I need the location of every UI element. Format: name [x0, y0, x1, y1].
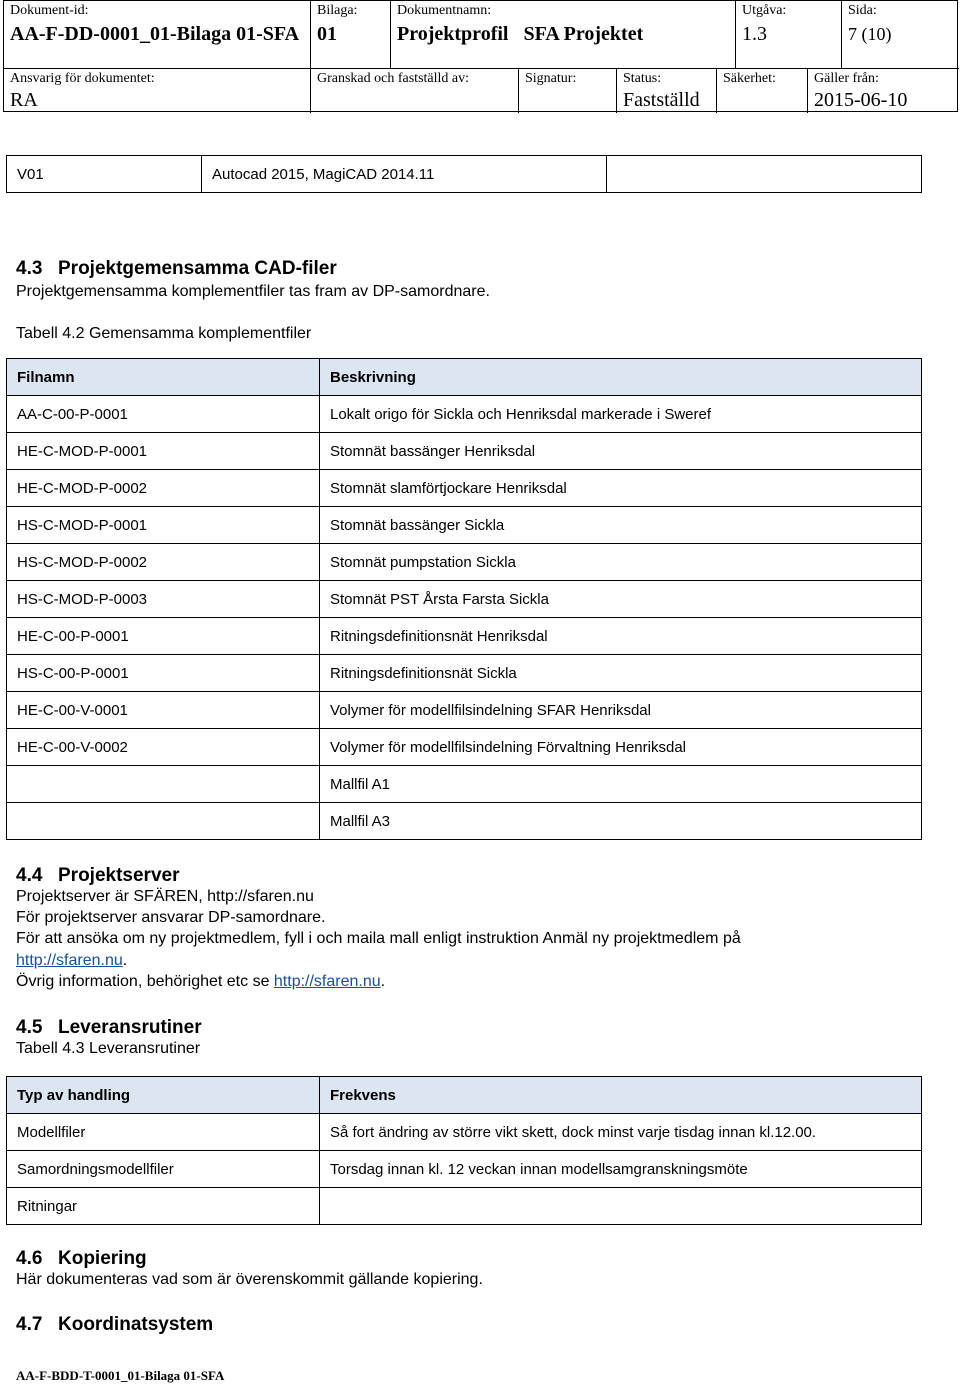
status-label: Status:: [623, 71, 662, 86]
ansvarig-cell: [4, 69, 311, 113]
cell-col-2: Mallfil A3: [320, 803, 922, 840]
cell-col-2: Stomnät PST Årsta Farsta Sickla: [320, 581, 922, 618]
cell-col-2: Ritningsdefinitionsnät Henriksdal: [320, 618, 922, 655]
table-row: [7, 470, 922, 507]
sida-cell: [842, 1, 959, 69]
galler-value: 2015-06-10: [814, 89, 908, 111]
cell-col-1: HS-C-MOD-P-0001: [7, 507, 320, 544]
period-text: .: [380, 973, 386, 990]
table-row: [7, 1114, 922, 1151]
galler-cell: [808, 69, 959, 113]
table-row: [7, 433, 922, 470]
section-4-6-heading: [16, 1248, 147, 1270]
table-row: [7, 507, 922, 544]
section-4-5-heading: [16, 1017, 202, 1039]
sfaren-link[interactable]: http://sfaren.nu: [16, 952, 123, 969]
docname-value: Projektprofil SFA Projektet: [397, 23, 644, 45]
doc-id-label: Dokument-id:: [10, 3, 89, 18]
doc-id-value: AA-F-DD-0001_01-Bilaga 01-SFA: [10, 23, 300, 45]
ansvarig-value: RA: [10, 89, 38, 111]
cell-col-2: [320, 1188, 922, 1225]
bilaga-cell: [311, 1, 391, 69]
cell-col-2: Torsdag innan kl. 12 veckan innan modellsamgranskningsmöte: [320, 1151, 922, 1188]
cell-col-2: Stomnät pumpstation Sickla: [320, 544, 922, 581]
sida-label: Sida:: [848, 3, 877, 18]
sakerhet-label: Säkerhet:: [723, 71, 776, 86]
cell-col-2: Så fort ändring av större vikt skett, dock minst varje tisdag innan kl.12.00.: [320, 1114, 922, 1151]
info-text: Övrig information, behörighet etc se: [16, 973, 274, 990]
signatur-label: Signatur:: [525, 71, 577, 86]
table-header-row: [7, 1077, 922, 1114]
section-4-6-text: Här dokumenteras vad som är överenskommit gällande kopiering.: [16, 1271, 483, 1288]
table-row: [7, 803, 922, 840]
sfaren-link-2[interactable]: http://sfaren.nu: [273, 973, 381, 990]
table-row: [7, 1188, 922, 1225]
granskad-label: Granskad och fastställd av:: [317, 71, 470, 86]
galler-label: Gäller från:: [814, 71, 879, 86]
bilaga-label: Bilaga:: [317, 3, 358, 18]
table-header-row: [7, 359, 922, 396]
section-number: 4.3: [16, 258, 43, 279]
cell-col-2: Mallfil A1: [320, 766, 922, 803]
header-cell: Typ av handling: [7, 1077, 320, 1114]
server-line-4: [16, 952, 127, 970]
section-number: 4.6: [16, 1248, 43, 1269]
cell-col-2: Stomnät bassänger Sickla: [320, 507, 922, 544]
cell-col-2: Lokalt origo för Sickla och Henriksdal markerade i Sweref: [320, 396, 922, 433]
software-cell: Autocad 2015, MagiCAD 2014.11: [202, 156, 607, 193]
server-line-5: [16, 973, 385, 991]
table-row: [7, 544, 922, 581]
utgava-label: Utgåva:: [742, 3, 787, 18]
header-cell: Frekvens: [320, 1077, 922, 1114]
section-4-3-text: Projektgemensamma komplementfiler tas fram av DP-samordnare.: [16, 283, 490, 300]
table-row: [7, 692, 922, 729]
section-title: Leveransrutiner: [58, 1017, 202, 1038]
section-title: Projektgemensamma CAD-filer: [58, 258, 337, 279]
header-cell: Beskrivning: [320, 359, 922, 396]
table-row: [7, 655, 922, 692]
table-4-2-caption: Tabell 4.2 Gemensamma komplementfiler: [16, 325, 312, 342]
cell-col-1: HS-C-00-P-0001: [7, 655, 320, 692]
server-line-2: För projektserver ansvarar DP-samordnare.: [16, 909, 326, 926]
section-title: Koordinatsystem: [58, 1314, 214, 1335]
cell-col-1: HE-C-MOD-P-0002: [7, 470, 320, 507]
table-4-3: [6, 1076, 922, 1225]
cell-col-2: Ritningsdefinitionsnät Sickla: [320, 655, 922, 692]
section-4-4-heading: [16, 865, 179, 887]
cell-col-1: HS-C-MOD-P-0002: [7, 544, 320, 581]
table-4-2: [6, 358, 922, 840]
cell-col-2: Stomnät bassänger Henriksdal: [320, 433, 922, 470]
status-value: Fastställd: [623, 89, 700, 111]
utgava-value: 1.3: [742, 23, 767, 45]
status-cell: [617, 69, 717, 113]
cell-col-1: HE-C-00-P-0001: [7, 618, 320, 655]
section-number: 4.7: [16, 1314, 43, 1335]
server-line-1: Projektserver är SFÄREN, http://sfaren.nu: [16, 888, 314, 905]
bilaga-value: 01: [317, 23, 337, 45]
version-table: [6, 155, 922, 193]
sida-value: 7 (10): [848, 24, 892, 44]
granskad-cell: [311, 69, 519, 113]
table-row: [7, 618, 922, 655]
cell-col-1: AA-C-00-P-0001: [7, 396, 320, 433]
server-line-3: För att ansöka om ny projektmedlem, fyll i och maila mall enligt instruktion Anmäl ny projektmedlem på: [16, 930, 741, 947]
table-row: [7, 766, 922, 803]
section-number: 4.5: [16, 1017, 43, 1038]
table-row: [7, 396, 922, 433]
docname-label: Dokumentnamn:: [397, 3, 492, 18]
cell-col-1: [7, 803, 320, 840]
document-header: [3, 0, 958, 112]
cell-col-1: HE-C-00-V-0002: [7, 729, 320, 766]
section-4-3-heading: [16, 258, 337, 280]
table-row: [7, 581, 922, 618]
doc-id-cell: [4, 1, 311, 69]
period-text: .: [122, 952, 128, 969]
cell-col-1: Ritningar: [7, 1188, 320, 1225]
header-cell: Filnamn: [7, 359, 320, 396]
table-row: [7, 1151, 922, 1188]
version-cell: V01: [7, 156, 202, 193]
table-4-3-caption: Tabell 4.3 Leveransrutiner: [16, 1040, 201, 1057]
cell-col-2: Volymer för modellfilsindelning SFAR Henriksdal: [320, 692, 922, 729]
sakerhet-cell: [717, 69, 808, 113]
section-4-7-heading: [16, 1314, 213, 1336]
cell-col-1: HE-C-00-V-0001: [7, 692, 320, 729]
empty-cell: [607, 156, 922, 193]
section-title: Kopiering: [58, 1248, 147, 1269]
utgava-cell: [736, 1, 842, 69]
cell-col-1: HE-C-MOD-P-0001: [7, 433, 320, 470]
cell-col-1: Samordningsmodellfiler: [7, 1151, 320, 1188]
section-title: Projektserver: [58, 865, 180, 886]
docname-cell: [391, 1, 736, 69]
ansvarig-label: Ansvarig för dokumentet:: [10, 71, 155, 86]
cell-col-1: [7, 766, 320, 803]
cell-col-1: HS-C-MOD-P-0003: [7, 581, 320, 618]
section-number: 4.4: [16, 865, 43, 886]
page-footer: AA-F-BDD-T-0001_01-Bilaga 01-SFA: [16, 1368, 225, 1383]
cell-col-2: Volymer för modellfilsindelning Förvaltning Henriksdal: [320, 729, 922, 766]
cell-col-1: Modellfiler: [7, 1114, 320, 1151]
cell-col-2: Stomnät slamförtjockare Henriksdal: [320, 470, 922, 507]
signatur-cell: [519, 69, 617, 113]
table-row: [7, 729, 922, 766]
